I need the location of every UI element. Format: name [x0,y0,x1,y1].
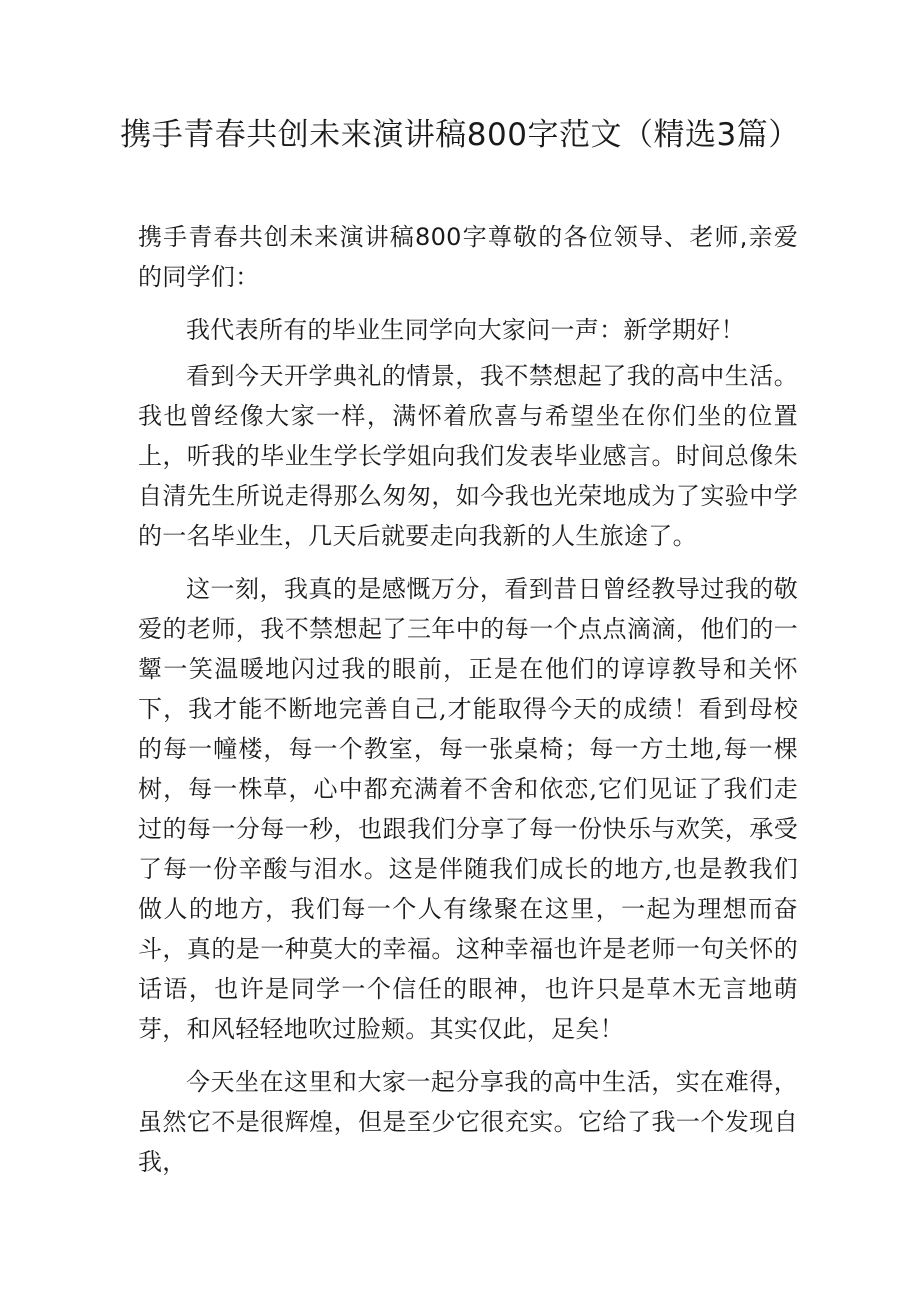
document-body [138,217,798,1188]
paragraph-1: 我代表所有的毕业生同学向大家问一声：新学期好！ [186,316,745,344]
paragraph-4: 今天坐在这里和大家一起分享我的高中生活，实在难得，虽然它不是很辉煌，但是至少它很充实。它给了我一个发现自我， [138,1068,798,1176]
document-title: 携手青春共创未来演讲稿800字范文（精选3篇） [120,117,800,153]
opening-line: 携手青春共创未来演讲稿800字尊敬的各位领导、老师,亲爱的同学们： [138,223,798,291]
paragraph-2: 看到今天开学典礼的情景，我不禁想起了我的高中生活。我也曾经像大家一样，满怀着欣喜与希望坐在你们坐的位置上，听我的毕业生学长学姐向我们发表毕业感言。时间总像朱自清先生所说走得那么匆匆，如今我也光荣地成为了实验中学的一名毕业生，几天后就要走向我新的人生旅途了。 [138,362,798,550]
paragraph-3: 这一刻，我真的是感慨万分，看到昔日曾经教导过我的敬爱的老师，我不禁想起了三年中的每一个点点滴滴，他们的一颦一笑温暖地闪过我的眼前，正是在他们的谆谆教导和关怀下，我才能不断地完善自己,才能取得今天的成绩！看到母校的每一幢楼，每一个教室，每一张桌椅；每一方土地,每一棵树，每一株草，心中都充满着不舍和依恋,它们见证了我们走过的每一分每一秒，也跟我们分享了每一份快乐与欢笑，承受了每一份辛酸与泪水。这是伴随我们成长的地方,也是教我们做人的地方，我们每一个人有缘聚在这里，一起为理想而奋斗，真的是一种莫大的幸福。这种幸福也许是老师一句关怀的话语，也许是同学一个信任的眼神，也许只是草木无言地萌芽，和风轻轻地吹过脸颊。其实仅此，足矣！ [138,575,798,1043]
